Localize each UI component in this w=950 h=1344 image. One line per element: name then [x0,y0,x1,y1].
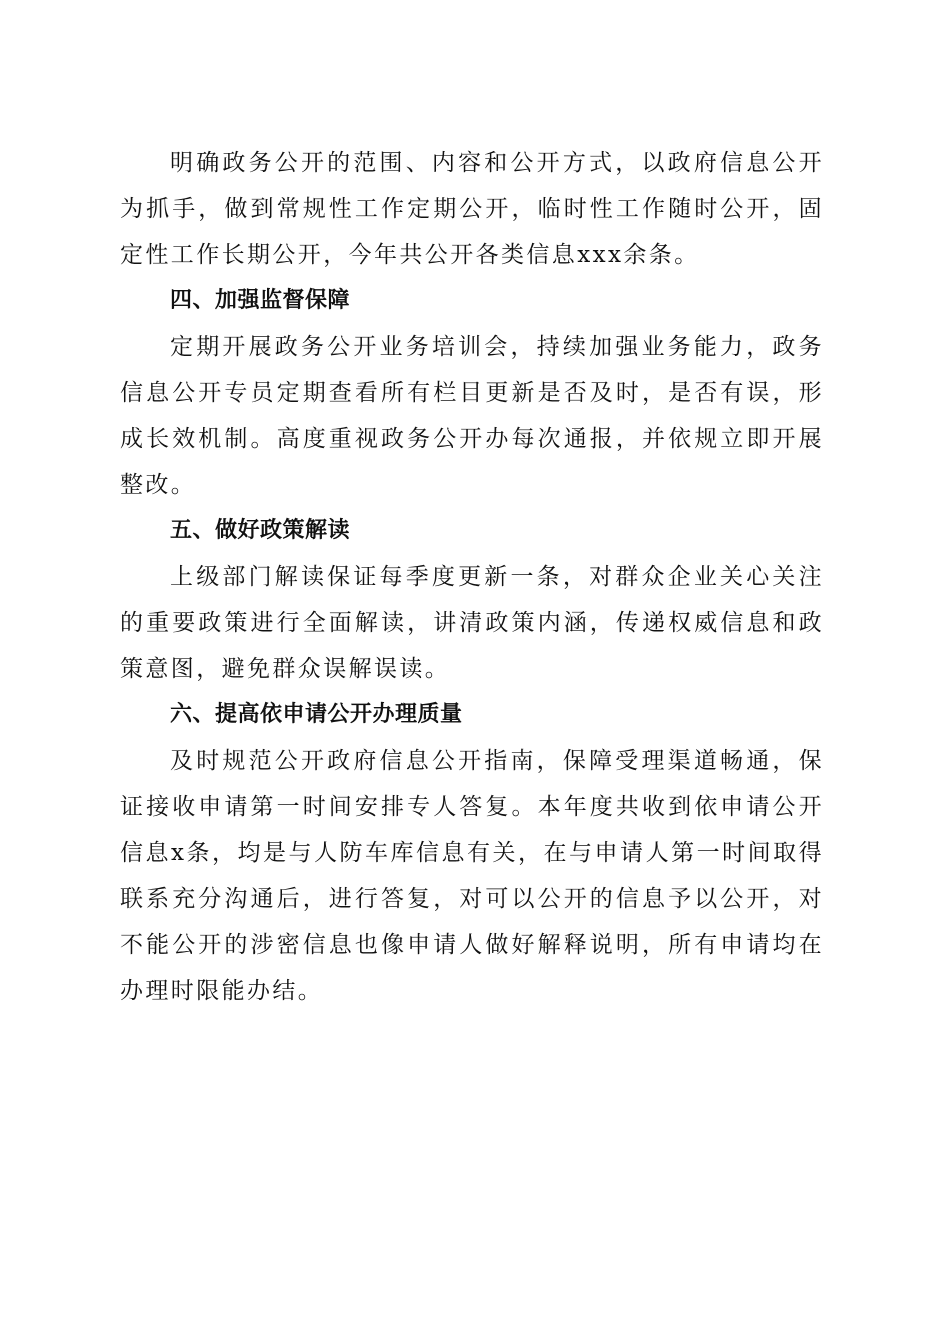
paragraph-disclosure-scope: 明确政务公开的范围、内容和公开方式，以政府信息公开为抓手，做到常规性工作定期公开，临时性工作随时公开，固定性工作长期公开，今年共公开各类信息xxx余条。 [120,150,824,268]
heading-policy-interpretation: 五、做好政策解读 [170,518,351,543]
paragraph-application-quality: 及时规范公开政府信息公开指南，保障受理渠道畅通，保证接收申请第一时间安排专人答复。本年度共收到依申请公开信息x条，均是与人防车库信息有关，在与申请人第一时间取得联系充分沟通后，进行答复，对可以公开的信息予以公开，对不能公开的涉密信息也像申请人做好解释说明，所有申请均在办理时限能办结。 [120,748,824,1004]
paragraph-policy-interpretation: 上级部门解读保证每季度更新一条，对群众企业关心关注的重要政策进行全面解读，讲清政策内涵，传递权威信息和政策意图，避免群众误解误读。 [120,564,824,682]
heading-supervision: 四、加强监督保障 [170,288,351,313]
heading-application-quality: 六、提高依申请公开办理质量 [170,702,463,727]
document-body [120,140,824,1014]
paragraph-supervision: 定期开展政务公开业务培训会，持续加强业务能力，政务信息公开专员定期查看所有栏目更新是否及时，是否有误，形成长效机制。高度重视政务公开办每次通报，并依规立即开展整改。 [120,334,824,498]
